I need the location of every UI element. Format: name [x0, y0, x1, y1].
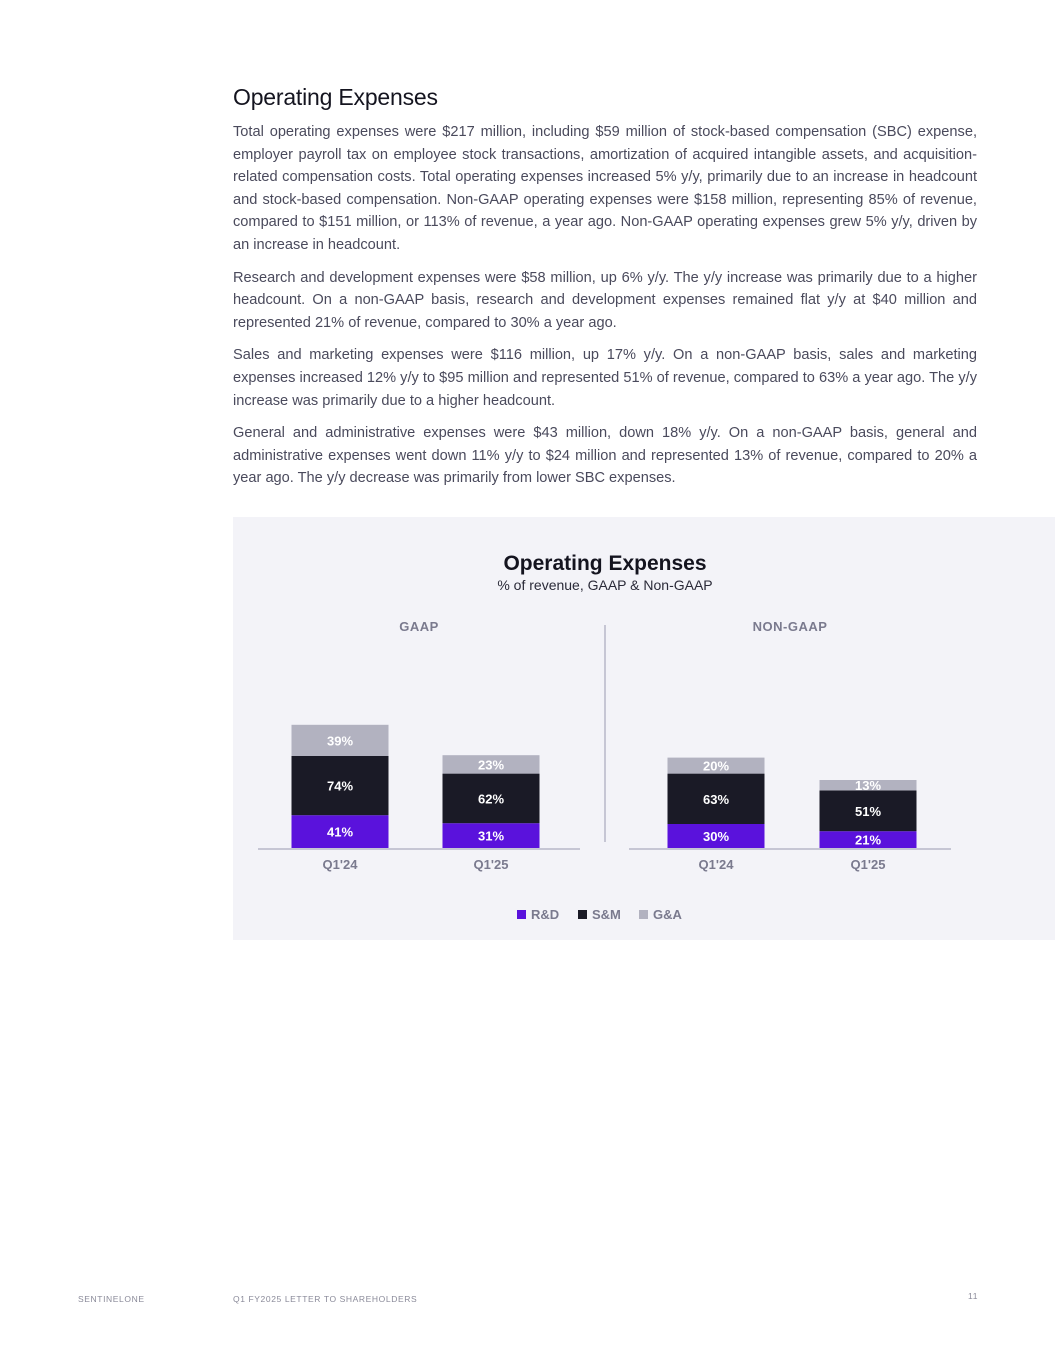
category-label-non-gaap-q124: Q1'24 [698, 857, 734, 872]
legend-swatch-gna [639, 910, 648, 919]
paragraph-snm: Sales and marketing expenses were $116 million, up 17% y/y. On a non-GAAP basis, sales and marketing expenses increased 12% y/y to $95 million and represented 51% of revenue, compared to 63% a year ago. The y/y increase was primarily due to a higher headcount. [233, 347, 977, 409]
legend-swatch-snm [578, 910, 587, 919]
chart-panel [233, 517, 1055, 940]
data-label-gaap-q125-rnd: 31% [477, 828, 505, 844]
paragraph-rnd: Research and development expenses were $58 million, up 6% y/y. The y/y increase was primarily due to a higher headcount. On a non-GAAP basis, research and development expenses remained flat y/y at $40 million and represented 21% of revenue, compared to 30% a year ago. [233, 269, 977, 331]
category-label-gaap-q125: Q1'25 [473, 857, 509, 872]
paragraph-total-opex: Total operating expenses were $217 million, including $59 million of stock-based compensation (SBC) expense, employer payroll tax on employee stock transactions, amortization of acquired intangible assets, and acquisition-related compensation costs. Total operating expenses increased 5% y/y, primarily due to an increase in headcount and stock-based compensation. Non-GAAP operating expenses were $158 million, representing 85% of revenue, compared to $151 million, or 113% of revenue, a year ago. Non-GAAP operating expenses grew 5% y/y, driven by an increase in headcount. [233, 124, 977, 253]
data-label-non-gaap-q124-gna: 20% [702, 758, 730, 774]
legend-swatch-rnd [517, 910, 526, 919]
panel-label-non-gaap: NON-GAAP [752, 619, 828, 634]
legend-label-gna: G&A [653, 907, 682, 922]
legend-label-snm: S&M [592, 907, 621, 922]
data-label-non-gaap-q125-gna: 13% [854, 778, 882, 794]
legend-label-rnd: R&D [531, 907, 560, 922]
data-label-gaap-q124-snm: 74% [326, 778, 354, 794]
panel-label-gaap: GAAP [399, 619, 439, 634]
data-label-gaap-q125-gna: 23% [477, 757, 505, 773]
data-label-gaap-q124-rnd: 41% [326, 824, 354, 840]
footer-company: SENTINELONE [78, 1294, 145, 1304]
data-label-gaap-q125-snm: 62% [477, 791, 505, 807]
data-label-non-gaap-q124-snm: 63% [702, 791, 730, 807]
footer-page-number: 11 [968, 1291, 979, 1301]
footer-document: Q1 FY2025 LETTER TO SHAREHOLDERS [233, 1294, 418, 1304]
operating-expenses-chart [233, 517, 1055, 940]
data-label-non-gaap-q124-rnd: 30% [702, 829, 730, 844]
data-label-non-gaap-q125-snm: 51% [854, 803, 882, 819]
data-label-non-gaap-q125-rnd: 21% [854, 832, 882, 848]
chart-title: Operating Expenses [503, 552, 707, 575]
paragraph-gna: General and administrative expenses were $43 million, down 18% y/y. On a non-GAAP basis, general and administrative expenses went down 11% y/y to $24 million and represented 13% of revenue, compared to 20% a year ago. The y/y decrease was primarily from lower SBC expenses. [233, 425, 977, 487]
data-label-gaap-q124-gna: 39% [326, 733, 354, 749]
category-label-non-gaap-q125: Q1'25 [850, 857, 886, 872]
chart-subtitle: % of revenue, GAAP & Non-GAAP [497, 577, 713, 593]
section-title: Operating Expenses [233, 84, 438, 110]
category-label-gaap-q124: Q1'24 [322, 857, 358, 872]
main-content [233, 84, 977, 500]
